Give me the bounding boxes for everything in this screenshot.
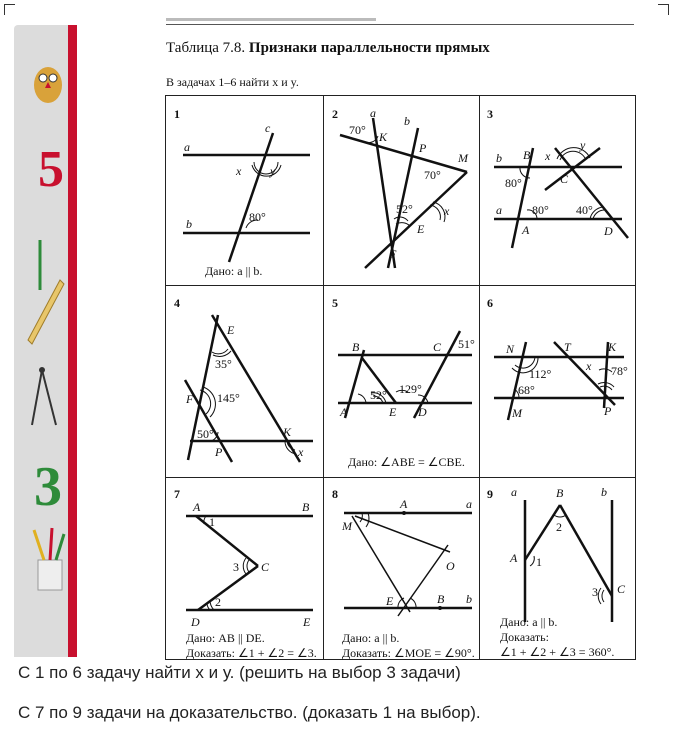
figure-label: b (601, 485, 607, 499)
figure-label: 6 (487, 296, 493, 310)
figure-label: B (352, 340, 360, 354)
figure-label: C (433, 340, 442, 354)
figure-label: 3 (487, 107, 493, 121)
problem-1-number: 1 (174, 107, 180, 121)
figure-label: y (580, 138, 586, 152)
figure-label: M (458, 151, 468, 165)
figure-label: C (560, 172, 569, 186)
figure-label: 2 (556, 520, 562, 534)
figure-label: B (523, 148, 531, 162)
figure-label: 70° (424, 168, 441, 182)
figure-label: 1 (209, 515, 215, 529)
figure-label: K (379, 130, 388, 144)
figure-label: 9 (487, 487, 493, 501)
problem-4 (174, 296, 313, 462)
figure-label: 129° (399, 382, 422, 396)
problem-9-prove-formula: ∠1 + ∠2 + ∠3 = 360°. (500, 645, 615, 659)
figure-label: 51° (458, 337, 475, 351)
figure-label: x (545, 149, 551, 163)
figure-label: E (227, 323, 235, 337)
instruction-text: В задачах 1–6 найти x и y. (166, 75, 299, 89)
figure-label: 80° (532, 203, 549, 217)
figure-label: E (417, 222, 425, 236)
problem-7 (174, 487, 317, 660)
figure-label: x (298, 445, 304, 459)
figure-label: A (400, 497, 408, 511)
problem-7-given: Дано: AB || DE. (186, 631, 265, 645)
figure-label: 70° (349, 123, 366, 137)
figure-label: c (265, 121, 271, 135)
problem-9 (487, 485, 626, 659)
figure-label: 80° (505, 176, 522, 190)
figure-label: A (193, 500, 201, 514)
figure-label: B (302, 500, 310, 514)
problem-5 (332, 296, 475, 469)
figure-label: a (496, 203, 502, 217)
figure-label: 112° (529, 367, 552, 381)
problem-8-given: Дано: a || b. (342, 631, 400, 645)
figure-label: E (389, 405, 397, 419)
problem-9-given: Дано: a || b. (500, 615, 558, 629)
figure-label: F (389, 247, 397, 261)
figure-label: 3 (592, 585, 598, 599)
table-number: Таблица 7.8. (166, 40, 246, 56)
footer-line-1: С 1 по 6 задачу найти х и у. (решить на выбор 3 задачи) (18, 663, 461, 682)
figure-label: 1 (536, 555, 542, 569)
figure-label: 40° (576, 203, 593, 217)
figure-label: x (586, 359, 592, 373)
figure-label: K (283, 425, 292, 439)
figure-label: a (370, 106, 376, 120)
figure-label: 4 (174, 296, 180, 310)
figure-label: b (496, 151, 502, 165)
figure-label: C (261, 560, 270, 574)
figure-label: P (604, 404, 612, 418)
figure-label: M (342, 519, 352, 533)
figure-label: a (184, 140, 190, 154)
figure-label: 3 (233, 560, 239, 574)
figure-label: A (522, 223, 530, 237)
problem-5-given: Дано: ∠ABE = ∠CBE. (348, 455, 465, 469)
figure-label: 7 (174, 487, 180, 501)
figure-label: 2 (215, 595, 221, 609)
figure-label: B (437, 592, 445, 606)
figure-label: D (604, 224, 613, 238)
figure-label: 52° (396, 202, 413, 216)
figure-label: T (564, 340, 571, 354)
figure-label: E (303, 615, 311, 629)
figure-label: 145° (217, 391, 240, 405)
figure-label: A (510, 551, 518, 565)
problem-8 (332, 487, 475, 660)
problem-3 (487, 107, 628, 248)
figure-label: a (511, 485, 517, 499)
footer-line-2: С 7 по 9 задачи на доказательство. (доказать 1 на выбор). (18, 703, 481, 722)
figure-label: K (608, 340, 617, 354)
figure-label: M (512, 406, 522, 420)
problem-6 (487, 296, 628, 420)
problem-7-prove: Доказать: ∠1 + ∠2 = ∠3. (186, 646, 317, 660)
sidebar-digit-bottom: 3 (34, 456, 62, 518)
figure-label: P (419, 141, 427, 155)
figure-label: B (556, 486, 564, 500)
figure-label: y (270, 164, 276, 178)
figure-label: C (617, 582, 626, 596)
figure-label: b (466, 592, 472, 606)
problem-1-given: Дано: a || b. (205, 264, 263, 278)
figure-label: x (444, 204, 450, 218)
figure-label: N (506, 342, 515, 356)
figure-label: 80° (249, 210, 266, 224)
figure-label: 50° (197, 427, 214, 441)
problem-8-prove: Доказать: ∠MOE = ∠90°. (342, 646, 475, 660)
figure-label: E (386, 594, 394, 608)
problem-1 (174, 107, 310, 278)
figure-label: 5 (332, 296, 338, 310)
figure-label: D (191, 615, 200, 629)
figure-label: 8 (332, 487, 338, 501)
figure-label: F (186, 392, 194, 406)
problem-9-prove: Доказать: (500, 630, 549, 644)
figure-label: A (340, 405, 348, 419)
sidebar-digit-top: 5 (38, 141, 64, 198)
figure-label: a (466, 497, 472, 511)
problem-2 (332, 106, 469, 268)
figure-label: O (446, 559, 455, 573)
figure-label: 78° (611, 364, 628, 378)
figure-label: D (418, 405, 427, 419)
figure-label: 2 (332, 107, 338, 121)
figure-label: 52° (370, 388, 387, 402)
figure-label: P (215, 445, 223, 459)
figure-label: x (236, 164, 242, 178)
table-title: Признаки параллельности прямых (248, 40, 490, 56)
figure-label: b (186, 217, 192, 231)
figure-label: b (404, 114, 410, 128)
figure-label: 35° (215, 357, 232, 371)
figure-label: 68° (518, 383, 535, 397)
